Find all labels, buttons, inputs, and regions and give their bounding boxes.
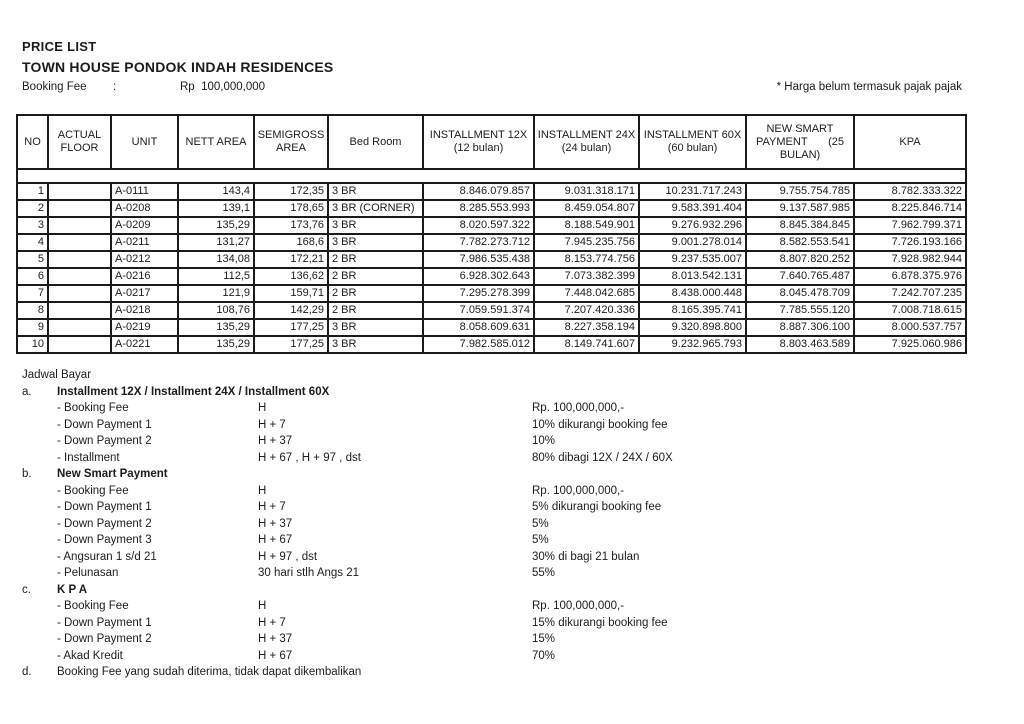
cell-actual-floor — [48, 285, 111, 302]
table-row — [17, 217, 966, 234]
schedule-item-value: 70% — [532, 649, 556, 662]
cell-bed-room: 2 BR — [328, 251, 423, 268]
price-table — [16, 114, 967, 354]
cell-actual-floor — [48, 200, 111, 217]
schedule-item-value: 15% dikurangi booking fee — [532, 616, 668, 629]
cell-kpa: 6.878.375.976 — [854, 268, 966, 285]
schedule-item-value: Rp. 100,000,000,- — [532, 600, 625, 612]
cell-installment-12x: 7.059.591.374 — [423, 302, 534, 319]
col-header-label: UNIT — [131, 135, 158, 148]
schedule-item-when: H + 97 , dst — [258, 550, 318, 563]
col-header-label: (60 bulan) — [667, 142, 718, 154]
schedule-item-when: H — [258, 600, 267, 612]
col-header-installment-60x — [639, 115, 746, 169]
schedule-item-value: 10% dikurangi booking fee — [532, 418, 668, 431]
col-header-no — [17, 115, 48, 169]
page-title: PRICE LIST — [22, 39, 97, 54]
cell-bed-room: 3 BR — [328, 336, 423, 353]
cell-unit: A-0219 — [111, 319, 178, 336]
col-header-label — [747, 136, 853, 149]
cell-unit: A-0212 — [111, 251, 178, 268]
col-header-actual-floor — [48, 115, 111, 169]
schedule-item-when: H + 7 — [258, 501, 286, 513]
col-header-new-smart-payment — [746, 115, 854, 169]
cell-unit: A-0218 — [111, 302, 178, 319]
col-header-label: FLOOR — [60, 142, 99, 154]
cell-installment-24x: 8.149.741.607 — [534, 336, 639, 353]
cell-semigross-area: 159,71 — [254, 285, 328, 302]
cell-nett-area: 112,5 — [178, 268, 254, 285]
cell-actual-floor — [48, 268, 111, 285]
table-row — [17, 234, 966, 251]
schedule-item-when: H + 7 — [258, 616, 286, 629]
cell-semigross-area: 172,21 — [254, 251, 328, 268]
section-letter: a. — [22, 385, 32, 398]
schedule-item-label: - Booking Fee — [57, 484, 129, 497]
schedule-item-label: - Down Payment 1 — [57, 418, 152, 431]
cell-nett-area: 135,29 — [178, 319, 254, 336]
cell-actual-floor — [48, 217, 111, 234]
cell-nett-area: 121,9 — [178, 285, 254, 302]
footnote-text: Booking Fee yang sudah diterima, tidak dapat dikembalikan — [57, 666, 362, 678]
cell-installment-24x: 8.459.054.807 — [534, 200, 639, 217]
schedule-item-when: H + 37 — [258, 517, 293, 530]
col-header-nett-area — [178, 115, 254, 169]
col-header-label: INSTALLMENT 24X — [537, 129, 636, 141]
cell-no: 1 — [17, 183, 48, 200]
schedule-item-label: - Down Payment 1 — [57, 616, 152, 629]
schedule-item-label: - Down Payment 2 — [57, 633, 152, 645]
cell-installment-60x: 9.237.535.007 — [639, 251, 746, 268]
cell-installment-12x: 7.986.535.438 — [423, 251, 534, 268]
cell-installment-24x: 8.188.549.901 — [534, 217, 639, 234]
cell-semigross-area: 168,6 — [254, 234, 328, 251]
col-header-label: INSTALLMENT 12X — [429, 129, 528, 141]
schedule-item-label: - Angsuran 1 s/d 21 — [57, 550, 157, 563]
cell-bed-room: 3 BR — [328, 217, 423, 234]
cell-actual-floor — [48, 336, 111, 353]
col-header-label: (12 bulan) — [453, 142, 504, 154]
cell-semigross-area: 173,76 — [254, 217, 328, 234]
cell-installment-24x: 7.448.042.685 — [534, 285, 639, 302]
col-header-label: INSTALLMENT 60X — [643, 129, 742, 141]
section-title: K P A — [57, 583, 88, 596]
spacer-row — [17, 169, 966, 183]
cell-installment-12x: 8.058.609.631 — [423, 319, 534, 336]
col-header-kpa — [854, 115, 966, 169]
cell-kpa: 7.928.982.944 — [854, 251, 966, 268]
cell-unit: A-0221 — [111, 336, 178, 353]
schedule-item-value: 5% dikurangi booking fee — [532, 501, 662, 513]
cell-nett-area: 135,29 — [178, 336, 254, 353]
cell-installment-12x: 7.782.273.712 — [423, 234, 534, 251]
cell-semigross-area: 136,62 — [254, 268, 328, 285]
tax-disclaimer: * Harga belum termasuk pajak pajak — [776, 81, 962, 93]
schedule-item-value: 10% — [532, 435, 556, 447]
cell-unit: A-0111 — [111, 183, 178, 200]
cell-installment-12x: 8.020.597.322 — [423, 217, 534, 234]
cell-installment-60x: 9.583.391.404 — [639, 200, 746, 217]
table-row — [17, 268, 966, 285]
schedule-item-label: - Pelunasan — [57, 567, 119, 579]
schedule-item-label: - Down Payment 3 — [57, 534, 152, 546]
booking-fee-label: Booking Fee — [22, 81, 87, 93]
cell-installment-60x: 8.438.000.448 — [639, 285, 746, 302]
cell-bed-room: 3 BR — [328, 319, 423, 336]
cell-installment-12x: 7.295.278.399 — [423, 285, 534, 302]
cell-unit: A-0216 — [111, 268, 178, 285]
cell-no: 4 — [17, 234, 48, 251]
schedule-heading: Jadwal Bayar — [22, 369, 92, 381]
cell-kpa: 7.925.060.986 — [854, 336, 966, 353]
cell-installment-24x: 7.073.382.399 — [534, 268, 639, 285]
cell-no: 9 — [17, 319, 48, 336]
cell-semigross-area: 178,65 — [254, 200, 328, 217]
schedule-item-label: - Down Payment 2 — [57, 517, 152, 530]
cell-nett-area: 108,76 — [178, 302, 254, 319]
schedule-item-when: H + 37 — [258, 435, 293, 447]
schedule-item-value: Rp. 100,000,000,- — [532, 402, 625, 414]
schedule-item-value: 80% dibagi 12X / 24X / 60X — [532, 451, 673, 464]
col-header-label: KPA — [899, 135, 921, 148]
schedule-item-value: 5% — [532, 517, 549, 530]
table-row — [17, 319, 966, 336]
cell-nett-area: 131,27 — [178, 234, 254, 251]
cell-new-smart-payment: 8.887.306.100 — [746, 319, 854, 336]
cell-unit: A-0217 — [111, 285, 178, 302]
cell-actual-floor — [48, 234, 111, 251]
cell-new-smart-payment: 8.045.478.709 — [746, 285, 854, 302]
table-row — [17, 183, 966, 200]
cell-installment-60x: 9.276.932.296 — [639, 217, 746, 234]
cell-kpa: 8.225.846.714 — [854, 200, 966, 217]
cell-no: 2 — [17, 200, 48, 217]
cell-installment-24x: 7.945.235.756 — [534, 234, 639, 251]
schedule-item-when: 30 hari stlh Angs 21 — [258, 567, 360, 579]
schedule-item-value: 15% — [532, 633, 556, 645]
cell-installment-12x: 7.982.585.012 — [423, 336, 534, 353]
col-header-installment-12x — [423, 115, 534, 169]
cell-unit: A-0211 — [111, 234, 178, 251]
cell-bed-room: 2 BR — [328, 285, 423, 302]
cell-installment-60x: 10.231.717.243 — [639, 183, 746, 200]
table-row — [17, 200, 966, 217]
cell-installment-24x: 8.227.358.194 — [534, 319, 639, 336]
schedule-item-when: H + 37 — [258, 633, 293, 645]
table-row — [17, 251, 966, 268]
cell-nett-area: 143,4 — [178, 183, 254, 200]
schedule-item-label: - Akad Kredit — [57, 649, 123, 662]
cell-no: 8 — [17, 302, 48, 319]
schedule-item-when: H + 67 , H + 97 , dst — [258, 451, 361, 464]
cell-bed-room: 3 BR — [328, 234, 423, 251]
schedule-item-value: 30% di bagi 21 bulan — [532, 550, 640, 563]
schedule-item-when: H + 67 — [258, 534, 293, 546]
table-row — [17, 302, 966, 319]
schedule-item-label: - Down Payment 1 — [57, 501, 152, 513]
cell-installment-24x: 8.153.774.756 — [534, 251, 639, 268]
cell-unit: A-0208 — [111, 200, 178, 217]
cell-new-smart-payment: 9.755.754.785 — [746, 183, 854, 200]
cell-installment-24x: 9.031.318.171 — [534, 183, 639, 200]
spacer-cell — [17, 169, 966, 183]
cell-semigross-area: 177,25 — [254, 336, 328, 353]
cell-actual-floor — [48, 183, 111, 200]
cell-new-smart-payment: 7.785.555.120 — [746, 302, 854, 319]
section-letter: c. — [22, 583, 31, 596]
cell-kpa: 7.726.193.166 — [854, 234, 966, 251]
section-title: New Smart Payment — [57, 468, 168, 480]
col-header-label: NETT AREA — [185, 135, 247, 148]
cell-bed-room: 3 BR — [328, 183, 423, 200]
cell-kpa: 7.008.718.615 — [854, 302, 966, 319]
col-header-installment-24x — [534, 115, 639, 169]
cell-semigross-area: 142,29 — [254, 302, 328, 319]
schedule-item-label: - Down Payment 2 — [57, 435, 152, 447]
cell-new-smart-payment: 9.137.587.985 — [746, 200, 854, 217]
cell-installment-60x: 9.001.278.014 — [639, 234, 746, 251]
col-header-label: NEW SMART — [766, 122, 834, 135]
col-header-label: Bed Room — [349, 135, 402, 148]
booking-fee-value: Rp 100,000,000 — [180, 81, 266, 93]
cell-kpa: 7.962.799.371 — [854, 217, 966, 234]
col-header-label: AREA — [276, 142, 306, 154]
cell-bed-room: 3 BR (CORNER) — [328, 200, 423, 217]
cell-no: 3 — [17, 217, 48, 234]
cell-nett-area: 135,29 — [178, 217, 254, 234]
cell-no: 6 — [17, 268, 48, 285]
table-row — [17, 285, 966, 302]
schedule-item-when: H — [258, 484, 267, 497]
footnote-letter: d. — [22, 666, 32, 678]
cell-actual-floor — [48, 302, 111, 319]
col-header-bed-room — [328, 115, 423, 169]
schedule-item-label: - Installment — [57, 451, 120, 464]
schedule-item-when: H + 67 — [258, 649, 293, 662]
cell-actual-floor — [48, 319, 111, 336]
cell-nett-area: 139,1 — [178, 200, 254, 217]
col-header-label-part: (25 — [828, 135, 844, 148]
col-header-label-part: PAYMENT — [756, 135, 808, 148]
section-letter: b. — [22, 468, 32, 480]
cell-unit: A-0209 — [111, 217, 178, 234]
col-header-semigross-area — [254, 115, 328, 169]
cell-installment-12x: 8.285.553.993 — [423, 200, 534, 217]
cell-kpa: 7.242.707.235 — [854, 285, 966, 302]
cell-installment-60x: 8.013.542.131 — [639, 268, 746, 285]
cell-actual-floor — [48, 251, 111, 268]
table-header-row — [17, 115, 966, 169]
cell-new-smart-payment: 8.803.463.589 — [746, 336, 854, 353]
schedule-item-value: 5% — [532, 534, 549, 546]
cell-semigross-area: 177,25 — [254, 319, 328, 336]
booking-fee-colon: : — [113, 81, 117, 93]
cell-new-smart-payment: 8.582.553.541 — [746, 234, 854, 251]
col-header-label: BULAN) — [779, 148, 821, 161]
section-title: Installment 12X / Installment 24X / Installment 60X — [57, 385, 330, 398]
cell-installment-60x: 8.165.395.741 — [639, 302, 746, 319]
col-header-label: (24 bulan) — [561, 142, 612, 154]
schedule-item-label: - Booking Fee — [57, 600, 129, 612]
schedule-item-value: 55% — [532, 567, 556, 579]
table-row — [17, 336, 966, 353]
cell-new-smart-payment: 8.807.820.252 — [746, 251, 854, 268]
col-header-label: ACTUAL — [57, 129, 102, 141]
col-header-label: NO — [24, 135, 41, 148]
page-subtitle: TOWN HOUSE PONDOK INDAH RESIDENCES — [22, 59, 334, 75]
col-header-unit — [111, 115, 178, 169]
cell-installment-60x: 9.320.898.800 — [639, 319, 746, 336]
col-header-label: SEMIGROSS — [257, 129, 325, 141]
cell-installment-12x: 6.928.302.643 — [423, 268, 534, 285]
cell-kpa: 8.782.333.322 — [854, 183, 966, 200]
cell-bed-room: 2 BR — [328, 268, 423, 285]
cell-new-smart-payment: 7.640.765.487 — [746, 268, 854, 285]
cell-nett-area: 134,08 — [178, 251, 254, 268]
cell-no: 7 — [17, 285, 48, 302]
cell-bed-room: 2 BR — [328, 302, 423, 319]
cell-no: 5 — [17, 251, 48, 268]
schedule-item-label: - Booking Fee — [57, 402, 129, 414]
cell-installment-60x: 9.232.965.793 — [639, 336, 746, 353]
schedule-item-when: H — [258, 402, 267, 414]
cell-installment-12x: 8.846.079.857 — [423, 183, 534, 200]
schedule-item-when: H + 7 — [258, 418, 286, 431]
cell-no: 10 — [17, 336, 48, 353]
cell-kpa: 8.000.537.757 — [854, 319, 966, 336]
cell-semigross-area: 172,35 — [254, 183, 328, 200]
cell-installment-24x: 7.207.420.336 — [534, 302, 639, 319]
schedule-item-value: Rp. 100,000,000,- — [532, 484, 625, 497]
payment-schedule — [22, 367, 972, 681]
cell-new-smart-payment: 8.845.384.845 — [746, 217, 854, 234]
